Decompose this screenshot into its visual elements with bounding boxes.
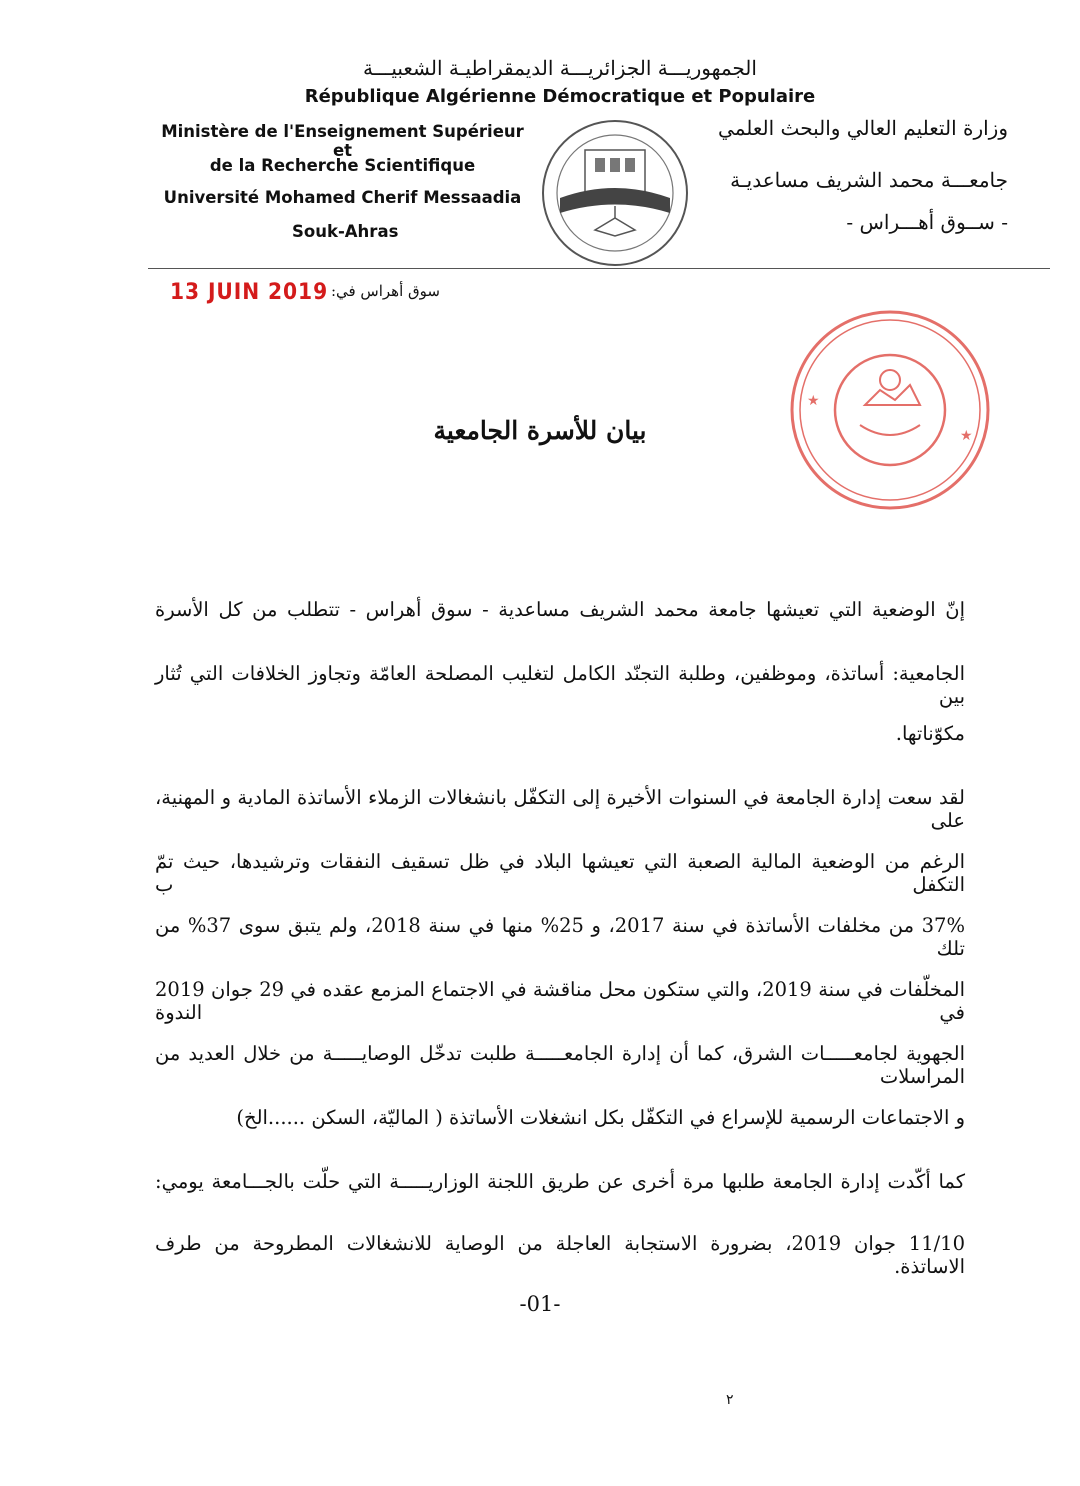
- ministry-line-arabic: وزارة التعليم العالي والبحث العلمي: [718, 116, 1008, 140]
- body-line: 37% من مخلفات الأساتذة في سنة 2017، و 25% منها في سنة 2018، ولم يتبق سوى 37% من تلك: [155, 914, 965, 960]
- official-round-stamp: [785, 305, 995, 515]
- university-name-arabic: جامعـــة محمد الشريف مساعديـة: [730, 168, 1008, 192]
- footer-mark: ٢: [726, 1392, 734, 1408]
- svg-text:★: ★: [960, 428, 973, 444]
- republic-title-arabic: الجمهوريـــة الجزائريـــة الديمقراطيـة الشعبيـــة: [363, 56, 757, 80]
- body-line: مكوّناتها.: [895, 722, 965, 745]
- body-line: الجامعية: أساتذة، وموظفين، وطلبة التجنّد الكامل لتغليب المصلحة العامّة وتجاوز الخلافات التي تُثار بين: [155, 662, 965, 708]
- ministry-line-french-2: de la Recherche Scientifique: [209, 156, 476, 175]
- body-line: الرغم من الوضعية المالية الصعبة التي تعيشها البلاد في ظل تسقيف النفقات وترشيدها، حيث تمّ التكفل ب: [155, 850, 965, 896]
- body-line: المخلّفات في سنة 2019، والتي ستكون محل مناقشة في الاجتماع المزمع عقده في 29 جوان 2019 في الندوة: [155, 978, 966, 1024]
- body-line: الجهوية لجامعـــــات الشرق، كما أن إدارة الجامعـــــة طلبت تدخّل الوصايـــــة من خلال العديد من المراسلات: [155, 1042, 965, 1088]
- date-stamp: 13 JUIN 2019: [170, 280, 329, 305]
- page-number: -01-: [519, 1292, 561, 1316]
- document-title: بيان للأسرة الجامعية: [433, 416, 647, 445]
- city-name-arabic: - ســوق أهـــراس -: [846, 210, 1008, 234]
- body-line: 11/10 جوان 2019، بضرورة الاستجابة العاجلة من الوصاية للانشغالات المطروحة من طرف الاساتذة.: [155, 1232, 965, 1278]
- university-logo: [540, 118, 690, 268]
- body-line: و الاجتماعات الرسمية للإسراع في التكفّل بكل انشغلات الأساتذة ( الماليّة، السكن ......الخ): [236, 1106, 965, 1129]
- body-line: كما أكّدت إدارة الجامعة طلبها مرة أخرى عن طريق اللجنة الوزاريـــــة التي حلّت بالجـــامعة يومي:: [155, 1170, 965, 1193]
- header-divider: [148, 268, 1050, 269]
- body-line: إنّ الوضعية التي تعيشها جامعة محمد الشريف مساعدية - سوق أهراس - تتطلب من كل الأسرة: [155, 598, 965, 621]
- date-label: سوق أهراس في:: [330, 282, 440, 300]
- city-name-french: Souk-Ahras: [292, 222, 399, 241]
- university-name-french: Université Mohamed Cherif Messaadia: [163, 188, 522, 207]
- svg-text:★: ★: [807, 393, 820, 409]
- ministry-line-french-1: Ministère de l'Enseignement Supérieur et: [161, 122, 524, 160]
- body-line: لقد سعت إدارة الجامعة في السنوات الأخيرة إلى التكفّل بانشغالات الزملاء الأساتذة المادية و المهنية، على: [155, 786, 965, 832]
- republic-title-french: République Algérienne Démocratique et Populaire: [304, 86, 816, 107]
